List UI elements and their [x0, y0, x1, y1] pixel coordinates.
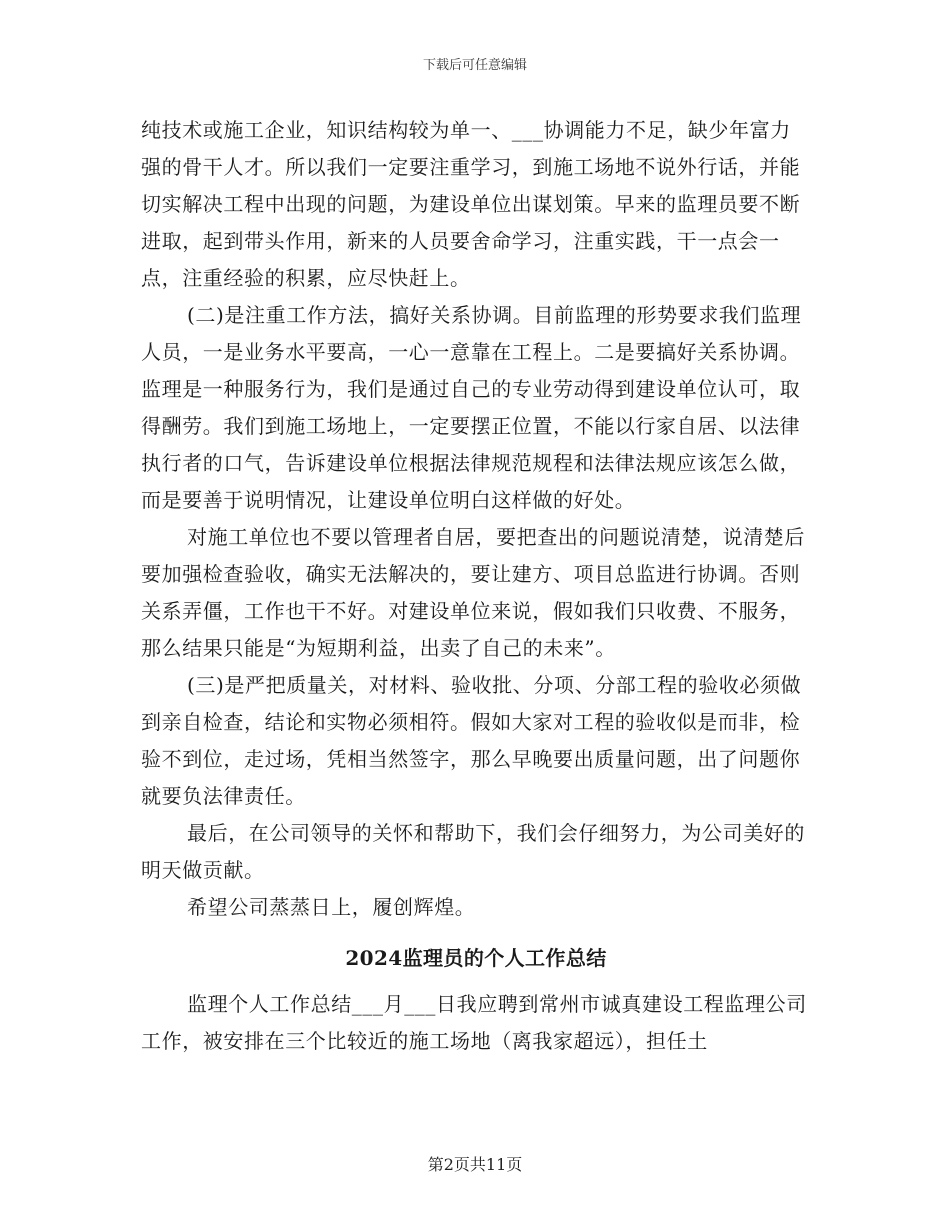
- paragraph-2: (二)是注重工作方法，搞好关系协调。目前监理的形势要求我们监理人员，一是业务水平要高，一心一意靠在工程上。二是要搞好关系协调。监理是一种服务行为，我们是通过自己的专业劳动得到建设单位认可，取得酬劳。我们到施工场地上，一定要摆正位置，不能以行家自居、以法律执行者的口气，告诉建设单位根据法律规范规程和法律法规应该怎么做，而是要善于说明情况，让建设单位明白这样做的好处。: [141, 303, 802, 512]
- paragraph-7: 监理个人工作总结___月___日我应聘到常州市诚真建设工程监理公司工作，被安排在三个比较近的施工场地（离我家超远），担任土: [141, 992, 807, 1053]
- paragraph-6: 希望公司蒸蒸日上，履创辉煌。: [187, 895, 476, 919]
- page-footer: 第2页共11页: [427, 1155, 523, 1174]
- paragraph-3: 对施工单位也不要以管理者自居，要把查出的问题说清楚，说清楚后要加强检查验收，确实无法解决的，要让建方、项目总监进行协调。否则关系弄僵，工作也干不好。对建设单位来说，假如我们只收费、不服务，那么结果只能是“为短期利益，出卖了自己的未来”。: [141, 525, 805, 660]
- paragraph-5: 最后，在公司领导的关怀和帮助下，我们会仔细努力，为公司美好的明天做贡献。: [141, 821, 805, 882]
- paragraph-1: 纯技术或施工企业，知识结构较为单一、___协调能力不足，缺少年富力强的骨干人才。所以我们一定要注重学习，到施工场地不说外行话，并能切实解决工程中出现的问题，为建设单位出谋划策。早来的监理员要不断进取，起到带头作用，新来的人员要舍命学习，注重实践，干一点会一点，注重经验的积累，应尽快赶上。: [141, 118, 801, 290]
- section-title: 2024监理员的个人工作总结: [345, 946, 607, 970]
- paragraph-4: (三)是严把质量关，对材料、验收批、分项、分部工程的验收必须做到亲自检查，结论和实物必须相符。假如大家对工程的验收似是而非，检验不到位，走过场，凭相当然签字，那么早晚要出质量问题，出了问题你就要负法律责任。: [141, 673, 802, 808]
- page-header: 下载后可任意编辑: [422, 58, 527, 73]
- document-body: [141, 112, 811, 1060]
